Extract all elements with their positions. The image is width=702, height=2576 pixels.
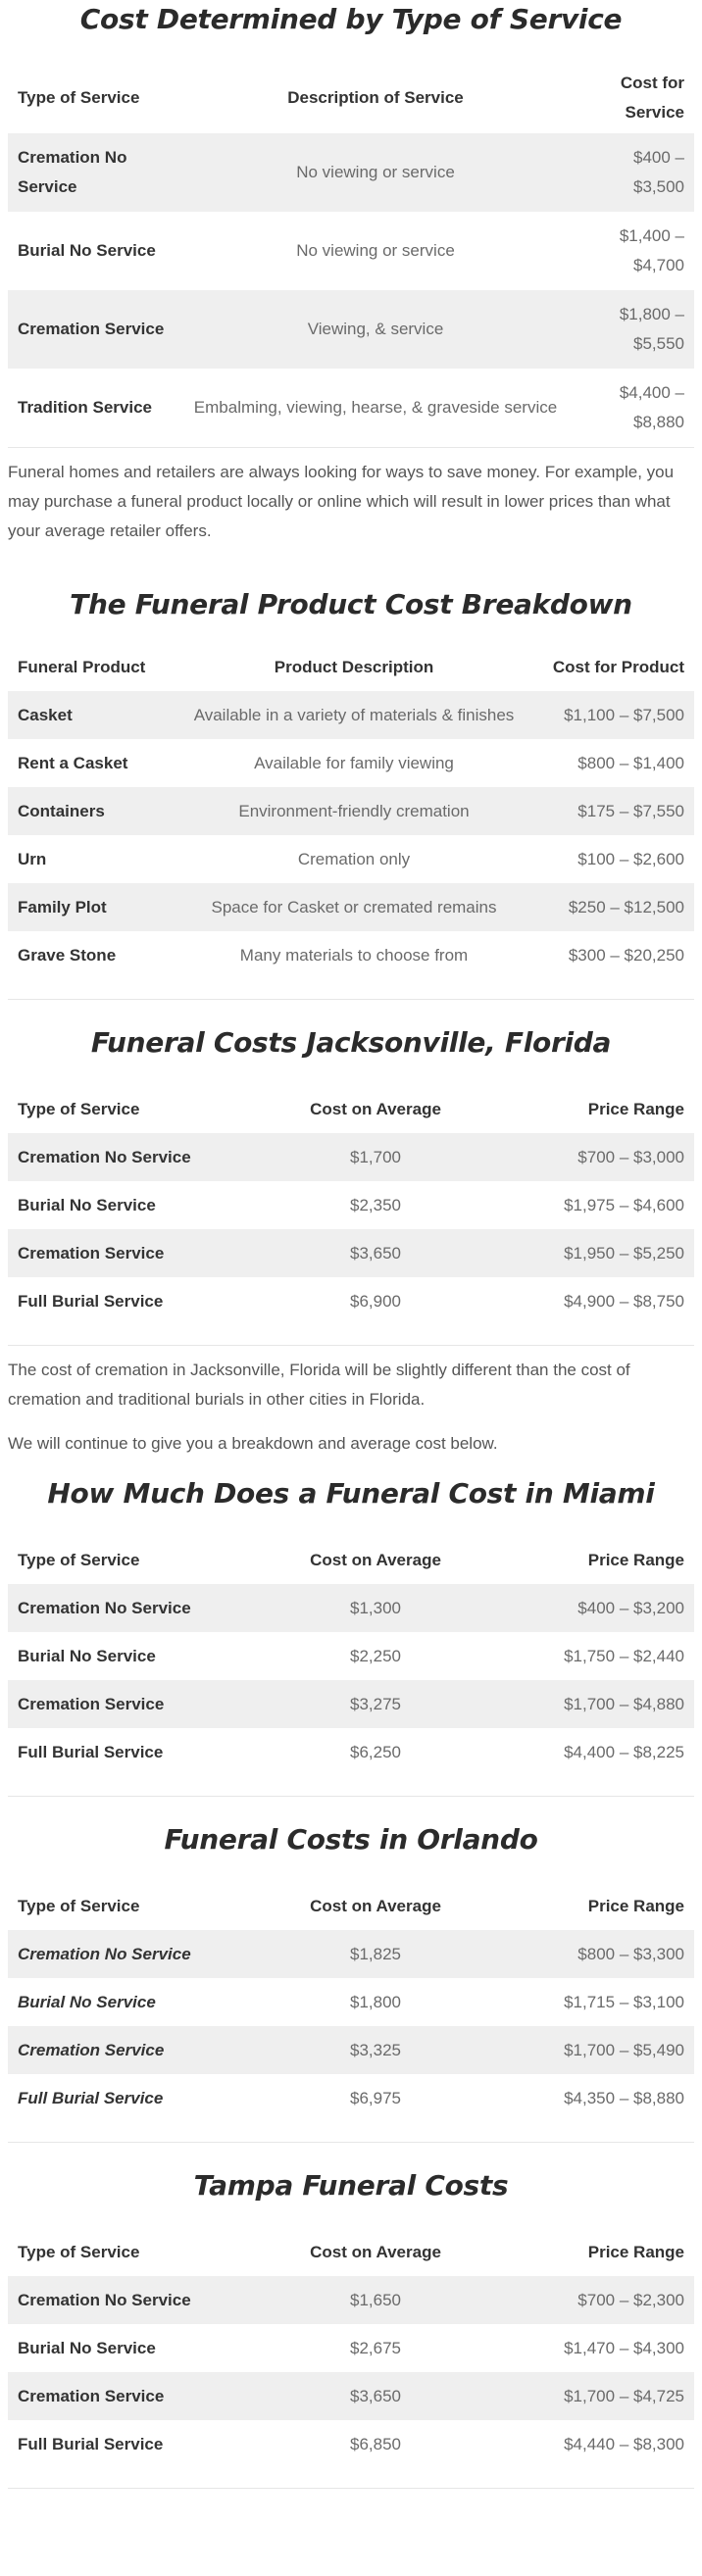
row-range: $1,975 – $4,600 — [564, 1195, 684, 1214]
row-average: $3,650 — [253, 2372, 498, 2420]
section-title-orlando: Funeral Costs in Orlando — [164, 1823, 538, 1856]
table-row — [8, 787, 694, 835]
row-label: Cremation Service — [8, 2026, 253, 2074]
table-row — [8, 2026, 694, 2074]
table-row — [8, 2324, 694, 2372]
row-label: Cremation Service — [8, 1680, 253, 1728]
table-row — [8, 691, 694, 739]
row-range: $1,750 – $2,440 — [564, 1646, 684, 1665]
row-label: Full Burial Service — [18, 2434, 164, 2453]
row-description: Viewing, & service — [175, 290, 577, 369]
column-header: Type of Service — [18, 88, 140, 107]
column-header: Cost on Average — [310, 1100, 441, 1118]
column-header: Cost on Average — [310, 1897, 441, 1915]
table-row — [8, 1181, 694, 1229]
row-label: Burial No Service — [18, 2338, 156, 2357]
section-title-tampa: Tampa Funeral Costs — [193, 2169, 509, 2202]
row-average: $2,250 — [350, 1646, 401, 1665]
row-average: $3,275 — [253, 1680, 498, 1728]
table-row — [8, 2276, 694, 2324]
row-description: Available for family viewing — [254, 753, 454, 772]
column-header: Product Description — [274, 658, 434, 676]
column-header: Funeral Product — [18, 658, 146, 676]
row-average: $6,975 — [350, 2088, 401, 2107]
paragraph-jacksonville-cremation: The cost of cremation in Jacksonville, Florida will be slightly different than the cost of cremation and traditional burials in other cities in Florida. — [8, 1361, 630, 1409]
table-row — [8, 1978, 694, 2026]
row-range: $4,900 – $8,750 — [564, 1291, 684, 1311]
column-header: Description of Service — [287, 88, 464, 107]
column-header: Cost on Average — [310, 1551, 441, 1569]
row-range: $1,470 – $4,300 — [564, 2338, 684, 2357]
row-label: Burial No Service — [18, 1992, 156, 2011]
row-label: Burial No Service — [18, 1646, 156, 1665]
row-cost: $1,100 – $7,500 — [533, 691, 694, 739]
row-cost: $1,400 – $4,700 — [619, 226, 684, 274]
row-range: $1,715 – $3,100 — [564, 1992, 684, 2011]
row-label: Burial No Service — [18, 241, 156, 260]
row-label: Full Burial Service — [18, 1291, 164, 1311]
row-cost: $400 – $3,500 — [577, 133, 694, 212]
table-row — [8, 739, 694, 787]
table-row — [8, 133, 694, 212]
column-header: Price Range — [587, 1551, 684, 1569]
column-header: Type of Service — [18, 2243, 140, 2261]
row-cost: $4,400 – $8,880 — [619, 383, 684, 431]
row-label: Cremation No Service — [8, 2276, 253, 2324]
section-title-service-cost: Cost Determined by Type of Service — [79, 3, 623, 35]
orlando-cost-table — [8, 1883, 694, 2122]
row-cost: $800 – $1,400 — [577, 753, 684, 772]
section-title-jacksonville: Funeral Costs Jacksonville, Florida — [90, 1026, 612, 1059]
column-header: Type of Service — [18, 1100, 140, 1118]
table-row — [8, 931, 694, 979]
table-row — [8, 2372, 694, 2420]
row-description: Cremation only — [297, 849, 411, 868]
row-range: $700 – $3,000 — [498, 1133, 694, 1181]
divider — [8, 2488, 694, 2489]
row-label: Casket — [8, 691, 175, 739]
paragraph-jacksonville-breakdown: We will continue to give you a breakdown and average cost below. — [8, 1434, 498, 1453]
row-description: Available in a variety of materials & finishes — [175, 691, 533, 739]
column-header: Type of Service — [18, 1897, 140, 1915]
row-cost: $300 – $20,250 — [568, 945, 684, 965]
row-range: $400 – $3,200 — [498, 1584, 694, 1632]
row-description: No viewing or service — [175, 133, 577, 212]
column-header: Price Range — [587, 1897, 684, 1915]
row-cost: $100 – $2,600 — [577, 849, 684, 868]
table-row — [8, 2420, 694, 2468]
row-label: Rent a Casket — [18, 753, 128, 772]
section-title-product-cost: The Funeral Product Cost Breakdown — [70, 588, 632, 620]
row-cost: $175 – $7,550 — [533, 787, 694, 835]
row-label: Full Burial Service — [18, 1742, 164, 1761]
table-row — [8, 369, 694, 447]
row-label: Family Plot — [8, 883, 175, 931]
divider — [8, 1345, 694, 1346]
section-title-miami: How Much Does a Funeral Cost in Miami — [47, 1477, 655, 1510]
row-range: $1,700 – $5,490 — [498, 2026, 694, 2074]
divider — [8, 447, 694, 448]
column-header: Type of Service — [18, 1551, 140, 1569]
column-header: Cost on Average — [310, 2243, 441, 2261]
row-label: Full Burial Service — [18, 2088, 164, 2107]
column-header: Cost for Service — [620, 74, 684, 122]
product-cost-table — [8, 644, 694, 979]
paragraph-retailers: Funeral homes and retailers are always looking for ways to save money. For example, you may purchase a funeral product locally or online which will result in lower prices than what your average retailer offers. — [8, 463, 675, 540]
table-row — [8, 1229, 694, 1277]
row-range: $800 – $3,300 — [498, 1930, 694, 1978]
row-description: No viewing or service — [296, 241, 455, 260]
row-average: $2,350 — [350, 1195, 401, 1214]
jacksonville-cost-table — [8, 1086, 694, 1325]
row-range: $4,440 – $8,300 — [564, 2434, 684, 2453]
row-cost: $250 – $12,500 — [533, 883, 694, 931]
row-range: $1,700 – $4,725 — [498, 2372, 694, 2420]
row-average: $1,700 — [253, 1133, 498, 1181]
row-label: Cremation No Service — [8, 1133, 253, 1181]
row-average: $6,850 — [350, 2434, 401, 2453]
row-label: Cremation No Service — [8, 1930, 253, 1978]
row-range: $1,700 – $4,880 — [498, 1680, 694, 1728]
column-header: Cost for Product — [552, 658, 684, 676]
divider — [8, 1796, 694, 1797]
row-label: Tradition Service — [18, 398, 152, 417]
table-row — [8, 1584, 694, 1632]
row-description: Embalming, viewing, hearse, & graveside service — [193, 398, 558, 417]
service-cost-table — [8, 63, 694, 447]
table-row — [8, 290, 694, 369]
table-row — [8, 1133, 694, 1181]
table-row — [8, 835, 694, 883]
row-label: Urn — [18, 849, 47, 868]
row-average: $1,825 — [253, 1930, 498, 1978]
row-average: $1,650 — [253, 2276, 498, 2324]
row-label: Grave Stone — [18, 945, 117, 965]
row-average: $1,300 — [253, 1584, 498, 1632]
row-description: Space for Casket or cremated remains — [175, 883, 533, 931]
row-range: $4,350 – $8,880 — [564, 2088, 684, 2107]
row-range: $700 – $2,300 — [498, 2276, 694, 2324]
table-row — [8, 883, 694, 931]
row-average: $1,800 — [350, 1992, 401, 2011]
row-label: Cremation Service — [8, 290, 175, 369]
row-average: $2,675 — [350, 2338, 401, 2357]
row-label: Containers — [8, 787, 175, 835]
row-range: $1,950 – $5,250 — [498, 1229, 694, 1277]
miami-cost-table — [8, 1537, 694, 1776]
row-average: $6,250 — [350, 1742, 401, 1761]
row-cost: $1,800 – $5,550 — [577, 290, 694, 369]
table-row — [8, 1728, 694, 1776]
row-range: $4,400 – $8,225 — [564, 1742, 684, 1761]
row-label: Burial No Service — [18, 1195, 156, 1214]
table-row — [8, 1632, 694, 1680]
row-average: $6,900 — [350, 1291, 401, 1311]
row-label: Cremation Service — [8, 2372, 253, 2420]
table-row — [8, 212, 694, 290]
table-row — [8, 1930, 694, 1978]
table-row — [8, 1680, 694, 1728]
row-label: Cremation No Service — [8, 133, 175, 212]
table-row — [8, 1277, 694, 1325]
row-label: Cremation No Service — [8, 1584, 253, 1632]
row-label: Cremation Service — [8, 1229, 253, 1277]
column-header: Price Range — [587, 2243, 684, 2261]
column-header: Price Range — [587, 1100, 684, 1118]
row-average: $3,650 — [253, 1229, 498, 1277]
row-average: $3,325 — [253, 2026, 498, 2074]
tampa-cost-table — [8, 2229, 694, 2468]
table-row — [8, 2074, 694, 2122]
row-description: Many materials to choose from — [239, 945, 469, 965]
divider — [8, 999, 694, 1000]
divider — [8, 2142, 694, 2143]
row-description: Environment-friendly cremation — [175, 787, 533, 835]
